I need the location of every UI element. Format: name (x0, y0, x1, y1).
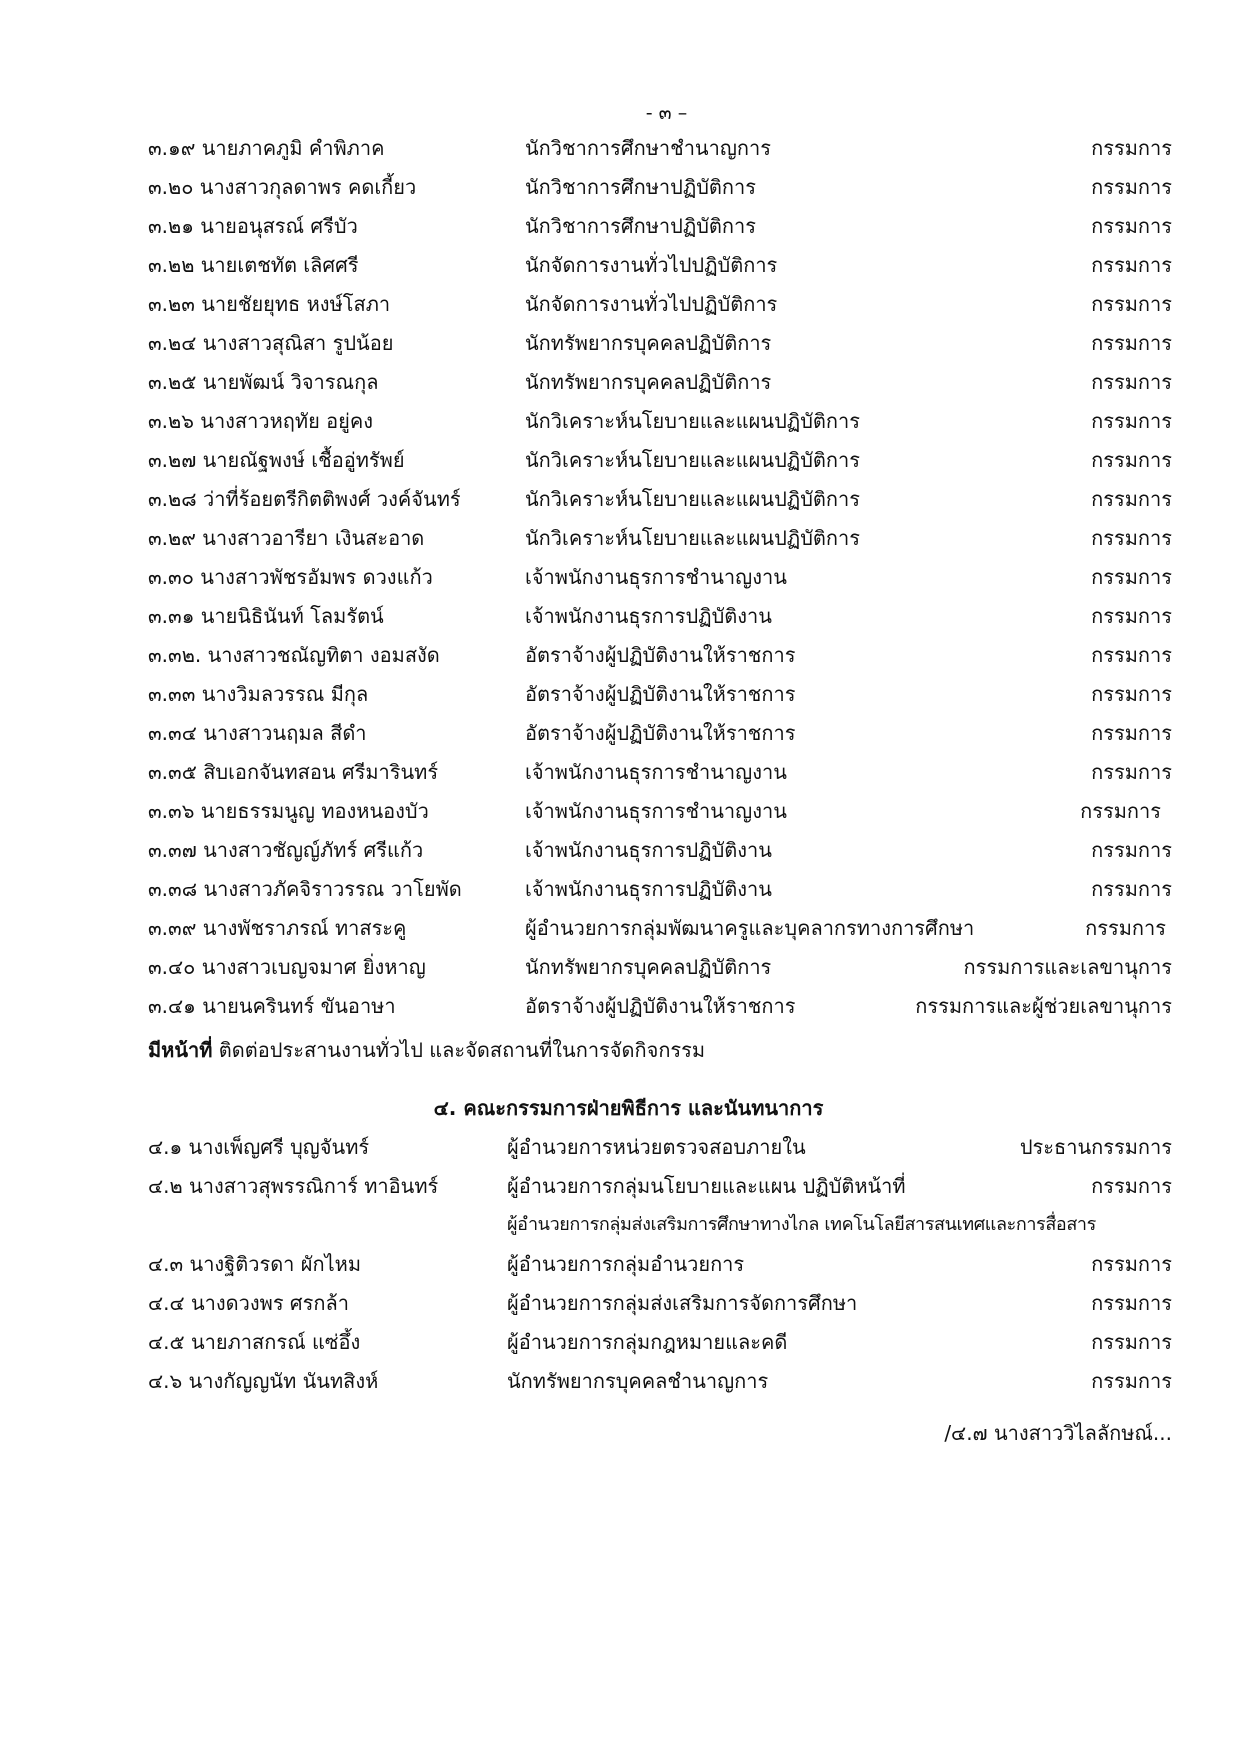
member-position: นักวิเคราะห์นโยบายและแผนปฏิบัติการ (525, 448, 860, 472)
member-name: ๓.๔๑ นายนครินทร์ ขันอาษา (148, 994, 396, 1018)
member-position: นักวิชาการศึกษาปฏิบัติการ (525, 175, 757, 199)
member-name: ๔.๑ นางเพ็ญศรี บุญจันทร์ (148, 1135, 370, 1159)
member-position: อัตราจ้างผู้ปฏิบัติงานให้ราชการ (525, 682, 796, 706)
member-role: กรรมการและผู้ช่วยเลขานุการ (915, 994, 1172, 1018)
member-role: กรรมการ (1091, 1369, 1172, 1393)
list-item (0, 211, 1241, 241)
list-item (0, 796, 1241, 826)
member-role: กรรมการ (1091, 448, 1172, 472)
member-name: ๔.๕ นายภาสกรณ์ แซ่อึ้ง (148, 1330, 361, 1354)
member-position: อัตราจ้างผู้ปฏิบัติงานให้ราชการ (525, 721, 796, 745)
member-name: ๓.๓๗ นางสาวชัญญ์ภัทร์ ศรีแก้ว (148, 838, 424, 862)
list-item (0, 484, 1241, 514)
member-position: เจ้าพนักงานธุรการชำนาญงาน (525, 565, 787, 589)
member-role: กรรมการ (1091, 253, 1172, 277)
member-position: นักวิชาการศึกษาปฏิบัติการ (525, 214, 757, 238)
list-item (0, 874, 1241, 904)
member-position: นักวิชาการศึกษาชำนาญการ (525, 136, 771, 160)
list-item (0, 1366, 1241, 1396)
member-position: เจ้าพนักงานธุรการชำนาญงาน (525, 799, 787, 823)
member-position: ผู้อำนวยการกลุ่มพัฒนาครูและบุคลากรทางการศึกษา (525, 916, 975, 940)
member-name: ๓.๒๒ นายเตชทัต เลิศศรี (148, 253, 359, 277)
list-item (0, 367, 1241, 397)
member-name: ๓.๓๐ นางสาวพัชรอัมพร ดวงแก้ว (148, 565, 433, 589)
member-name: ๓.๒๗ นายณัฐพงษ์ เชื้ออู่ทรัพย์ (148, 448, 405, 472)
list-item (0, 133, 1241, 163)
member-name: ๓.๓๑ นายนิธินันท์ โลมรัตน์ (148, 604, 384, 628)
member-position-continued: ผู้อำนวยการกลุ่มส่งเสริมการศึกษาทางไกล เทคโนโลยีสารสนเทศและการสื่อสาร (507, 1214, 1096, 1235)
list-item (0, 991, 1241, 1021)
member-name: ๓.๒๘ ว่าที่ร้อยตรีกิตติพงศ์ วงค์จันทร์ (148, 487, 461, 511)
member-position: ผู้อำนวยการกลุ่มกฎหมายและคดี (507, 1330, 788, 1354)
member-position: นักจัดการงานทั่วไปปฏิบัติการ (525, 253, 778, 277)
member-name: ๔.๓ นางฐิติวรดา ผักไหม (148, 1252, 362, 1276)
member-position: อัตราจ้างผู้ปฏิบัติงานให้ราชการ (525, 994, 796, 1018)
member-name: ๓.๒๕ นายพัฒน์ วิจารณกุล (148, 370, 379, 394)
member-role: กรรมการ (1091, 877, 1172, 901)
member-role: กรรมการ (1091, 1252, 1172, 1276)
list-item (0, 913, 1241, 943)
list-item (0, 523, 1241, 553)
member-role: กรรมการ (1091, 214, 1172, 238)
list-item (0, 289, 1241, 319)
continuation-marker: /๔.๗ นางสาววิไลลักษณ์... (944, 1421, 1172, 1445)
member-position: อัตราจ้างผู้ปฏิบัติงานให้ราชการ (525, 643, 796, 667)
list-item (0, 328, 1241, 358)
list-item (0, 718, 1241, 748)
member-role: กรรมการ (1091, 136, 1172, 160)
list-item (0, 640, 1241, 670)
member-name: ๓.๒๓ นายชัยยุทธ หงษ์โสภา (148, 292, 391, 316)
member-position: ผู้อำนวยการกลุ่มนโยบายและแผน ปฏิบัติหน้าที่ (507, 1174, 906, 1198)
list-item (0, 757, 1241, 787)
duty-label: มีหน้าที่ (148, 1038, 213, 1062)
list-item (0, 679, 1241, 709)
list-item (0, 562, 1241, 592)
member-role: กรรมการ (1091, 370, 1172, 394)
page-number: - ๓ – (645, 102, 688, 124)
list-item (0, 445, 1241, 475)
list-item (0, 406, 1241, 436)
member-role: กรรมการ (1091, 643, 1172, 667)
list-item (0, 1249, 1241, 1279)
member-role: กรรมการ (1091, 1291, 1172, 1315)
section-4-title: ๔. คณะกรรมการฝ่ายพิธีการ และนันทนาการ (433, 1096, 824, 1120)
list-item (0, 601, 1241, 631)
member-role: กรรมการ (1091, 175, 1172, 199)
member-name: ๓.๓๘ นางสาวภัคจิราวรรณ วาโยพัด (148, 877, 462, 901)
duty-text: ติดต่อประสานงานทั่วไป และจัดสถานที่ในการจัดกิจกรรม (212, 1038, 706, 1062)
member-role: กรรมการ (1091, 682, 1172, 706)
member-name: ๓.๓๒. นางสาวชณัญทิตา งอมสงัด (148, 643, 440, 667)
member-name: ๓.๔๐ นางสาวเบญจมาศ ยิ่งหาญ (148, 955, 426, 979)
member-position: เจ้าพนักงานธุรการปฏิบัติงาน (525, 877, 772, 901)
member-name: ๓.๒๑ นายอนุสรณ์ ศรีบัว (148, 214, 358, 238)
member-position: นักวิเคราะห์นโยบายและแผนปฏิบัติการ (525, 409, 860, 433)
member-position: ผู้อำนวยการกลุ่มอำนวยการ (507, 1252, 745, 1276)
list-item (0, 1132, 1241, 1162)
member-position: นักทรัพยากรบุคคลปฏิบัติการ (525, 955, 772, 979)
member-name: ๔.๖ นางกัญญนัท นันทสิงห์ (148, 1369, 379, 1393)
member-role: กรรมการ (1091, 487, 1172, 511)
list-item (0, 1288, 1241, 1318)
member-role: กรรมการ (1091, 721, 1172, 745)
member-role: กรรมการ (1091, 1174, 1172, 1198)
member-position: ผู้อำนวยการหน่วยตรวจสอบภายใน (507, 1135, 806, 1159)
member-position: นักวิเคราะห์นโยบายและแผนปฏิบัติการ (525, 526, 860, 550)
member-name: ๓.๒๔ นางสาวสุณิสา รูปน้อย (148, 331, 394, 355)
member-role: กรรมการ (1091, 604, 1172, 628)
member-position: ผู้อำนวยการกลุ่มส่งเสริมการจัดการศึกษา (507, 1291, 858, 1315)
member-name: ๓.๒๖ นางสาวหฤทัย อยู่คง (148, 409, 374, 433)
list-item (0, 172, 1241, 202)
member-role: กรรมการ (1091, 292, 1172, 316)
list-item (0, 1171, 1241, 1201)
member-name: ๓.๑๙ นายภาคภูมิ คำพิภาค (148, 136, 385, 160)
duty-statement (148, 1035, 705, 1065)
member-role: ประธานกรรมการ (1019, 1135, 1172, 1159)
list-item (0, 1327, 1241, 1357)
member-role: กรรมการและเลขานุการ (963, 955, 1172, 979)
member-name: ๓.๓๖ นายธรรมนูญ ทองหนองบัว (148, 799, 429, 823)
member-position: เจ้าพนักงานธุรการปฏิบัติงาน (525, 838, 772, 862)
member-role: กรรมการ (1080, 799, 1161, 823)
member-position: นักทรัพยากรบุคคลชำนาญการ (507, 1369, 769, 1393)
member-position: นักจัดการงานทั่วไปปฏิบัติการ (525, 292, 778, 316)
member-role: กรรมการ (1085, 916, 1166, 940)
list-item (0, 952, 1241, 982)
list-item (0, 835, 1241, 865)
member-role: กรรมการ (1091, 838, 1172, 862)
member-role: กรรมการ (1091, 565, 1172, 589)
member-role: กรรมการ (1091, 409, 1172, 433)
member-name: ๓.๓๙ นางพัชราภรณ์ ทาสระคู (148, 916, 407, 940)
member-role: กรรมการ (1091, 1330, 1172, 1354)
member-position: เจ้าพนักงานธุรการปฏิบัติงาน (525, 604, 772, 628)
member-name: ๓.๓๓ นางวิมลวรรณ มีกุล (148, 682, 369, 706)
member-name: ๔.๔ นางดวงพร ศรกล้า (148, 1291, 349, 1315)
member-position: นักทรัพยากรบุคคลปฏิบัติการ (525, 370, 772, 394)
member-role: กรรมการ (1091, 526, 1172, 550)
member-name: ๓.๒๐ นางสาวกุลดาพร คดเกี้ยว (148, 175, 417, 199)
member-name: ๓.๒๙ นางสาวอารียา เงินสะอาด (148, 526, 425, 550)
member-name: ๔.๒ นางสาวสุพรรณิการ์ ทาอินทร์ (148, 1174, 439, 1198)
member-position: นักทรัพยากรบุคคลปฏิบัติการ (525, 331, 772, 355)
list-item (0, 250, 1241, 280)
member-name: ๓.๓๔ นางสาวนฤมล สีดำ (148, 721, 367, 745)
member-position: นักวิเคราะห์นโยบายและแผนปฏิบัติการ (525, 487, 860, 511)
member-role: กรรมการ (1091, 331, 1172, 355)
member-role: กรรมการ (1091, 760, 1172, 784)
member-name: ๓.๓๕ สิบเอกจันทสอน ศรีมารินทร์ (148, 760, 439, 784)
member-position: เจ้าพนักงานธุรการชำนาญงาน (525, 760, 787, 784)
